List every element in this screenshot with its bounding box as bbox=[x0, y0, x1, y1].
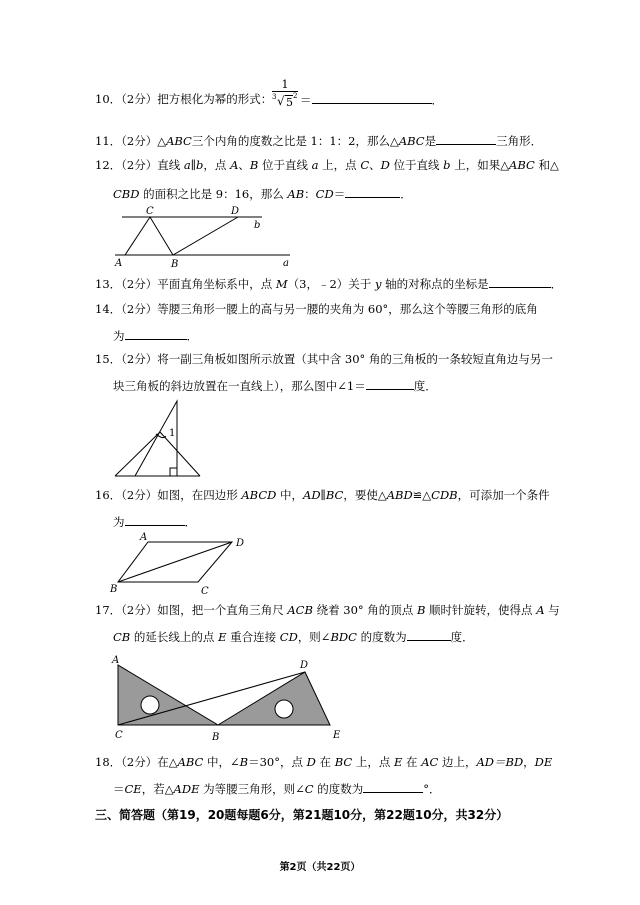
label-b: B bbox=[171, 259, 179, 270]
question-score: （2分） bbox=[121, 603, 158, 617]
question-number: 18． bbox=[95, 755, 122, 769]
label-d: D bbox=[231, 206, 240, 217]
period: ． bbox=[550, 277, 563, 291]
question-number: 10． bbox=[95, 92, 122, 106]
question-score: （2分） bbox=[121, 352, 158, 366]
text: 块三角板的斜边放置在一直线上），那么图中∠1＝ bbox=[113, 379, 366, 393]
text: 平面直角坐标系中，点 bbox=[157, 277, 276, 291]
math-var: ABC bbox=[177, 755, 204, 769]
question-score: （2分） bbox=[121, 92, 158, 106]
math-var: D bbox=[306, 755, 316, 769]
label-a: A bbox=[140, 532, 148, 543]
label-a-line: a bbox=[283, 258, 289, 269]
math-var: ABCD bbox=[241, 488, 277, 502]
radicand: 5 bbox=[286, 96, 293, 109]
text: 和△ bbox=[534, 158, 559, 172]
text: 为等腰三角形，则∠ bbox=[199, 782, 305, 796]
text: ，要使△ bbox=[343, 488, 387, 502]
text: 在 bbox=[315, 755, 335, 769]
question-18-line-2 bbox=[113, 781, 440, 796]
text: （3，﹣2）关于 bbox=[287, 277, 375, 291]
period: ． bbox=[400, 187, 412, 201]
math-var: CD bbox=[315, 187, 334, 201]
math-var: AD∥BC bbox=[303, 488, 344, 502]
text: 重合连接 bbox=[226, 630, 280, 644]
math-var: E bbox=[218, 630, 227, 644]
question-score: （2分） bbox=[121, 134, 158, 148]
math-var: CB bbox=[113, 630, 131, 644]
label-a: A bbox=[115, 258, 123, 269]
math-var: AB bbox=[287, 187, 305, 201]
text: ＝ bbox=[333, 187, 346, 201]
question-score: （2分） bbox=[121, 277, 158, 291]
math-var: y bbox=[374, 277, 382, 291]
question-number: 17． bbox=[95, 603, 122, 617]
text: ， bbox=[523, 755, 535, 769]
math-var: AD＝BD bbox=[476, 755, 524, 769]
math-var: ABD bbox=[386, 488, 413, 502]
text: 、 bbox=[369, 158, 381, 172]
math-var: A bbox=[536, 603, 545, 617]
text: 在 bbox=[402, 755, 422, 769]
equals-sign: ＝ bbox=[300, 93, 312, 107]
text: ≌△ bbox=[412, 488, 432, 502]
text: 边上， bbox=[438, 755, 477, 769]
answer-blank[interactable] bbox=[363, 781, 423, 793]
text: ，则∠ bbox=[297, 630, 331, 644]
text: 为 bbox=[113, 515, 125, 529]
math-var: M bbox=[275, 277, 288, 291]
math-var: ADE bbox=[173, 782, 200, 796]
text: 三角形． bbox=[496, 134, 543, 148]
question-number: 15． bbox=[95, 352, 122, 366]
math-var: C bbox=[304, 782, 314, 796]
label-d: D bbox=[300, 660, 309, 671]
math-var: ACB bbox=[287, 603, 313, 617]
period: ． bbox=[431, 93, 443, 107]
text: 中，∠ bbox=[203, 755, 240, 769]
text: 轴的对称点的坐标是 bbox=[381, 277, 489, 291]
math-var: DE bbox=[534, 755, 553, 769]
text: ，可添加一个条件 bbox=[457, 488, 550, 502]
math-var: AC bbox=[421, 755, 439, 769]
text: 与 bbox=[544, 603, 560, 617]
label-c: C bbox=[201, 586, 209, 597]
angle-1-label: 1 bbox=[169, 428, 176, 439]
page-footer: 第2页（共22页） bbox=[279, 862, 361, 873]
label-a: A bbox=[112, 655, 120, 666]
label-b-line: b bbox=[254, 220, 261, 231]
math-var: CDB bbox=[431, 488, 458, 502]
text: 三个内角的度数之比是 1：1：2，那么△ bbox=[191, 134, 399, 148]
math-var: D bbox=[380, 158, 390, 172]
label-b: B bbox=[212, 732, 220, 743]
question-number: 16． bbox=[95, 488, 122, 502]
math-var: B bbox=[249, 158, 259, 172]
text: 为 bbox=[113, 329, 125, 343]
triangle-bde bbox=[218, 672, 330, 725]
question-text: 把方根化为幂的形式： bbox=[157, 92, 273, 106]
question-score: （2分） bbox=[121, 158, 158, 172]
fraction-numerator: 1 bbox=[272, 78, 298, 92]
text: 的度数为 bbox=[356, 630, 407, 644]
question-score: （2分） bbox=[121, 488, 158, 502]
question-score: （2分） bbox=[121, 302, 158, 316]
period: ． bbox=[184, 515, 196, 529]
text: ＝ bbox=[113, 782, 125, 796]
question-number: 14． bbox=[95, 302, 122, 316]
triangle-acb bbox=[118, 665, 218, 725]
math-var: ABC bbox=[166, 134, 192, 148]
text: 的延长线上的点 bbox=[130, 630, 219, 644]
text: ，若△ bbox=[141, 782, 174, 796]
period: ． bbox=[186, 329, 198, 343]
text: 是 bbox=[424, 134, 437, 148]
math-var: ABC bbox=[398, 134, 425, 148]
text: △ bbox=[157, 134, 167, 148]
text: 在△ bbox=[157, 755, 178, 769]
text: 的度数为 bbox=[313, 782, 364, 796]
math-var: CD bbox=[279, 630, 298, 644]
math-var: B bbox=[239, 755, 249, 769]
text: 位于直线 bbox=[258, 158, 312, 172]
math-var: C bbox=[360, 158, 370, 172]
section-heading: 三、简答题（第19，20题每题6分，第21题10分，第22题10分，共32分） bbox=[95, 808, 509, 822]
text: 如图，把一个直角三角尺 bbox=[157, 603, 288, 617]
question-number: 13． bbox=[95, 277, 122, 291]
text: 、 bbox=[238, 158, 250, 172]
root-index: 3 bbox=[272, 93, 277, 101]
math-var: ABC bbox=[509, 158, 535, 172]
text: 的面积之比是 9：16，那么 bbox=[139, 187, 288, 201]
math-var: E bbox=[393, 755, 403, 769]
math-var: A bbox=[230, 158, 239, 172]
text: 度． bbox=[450, 630, 474, 644]
label-c: C bbox=[146, 206, 154, 217]
text: 度． bbox=[413, 379, 437, 393]
text: 顺时针旋转，使得点 bbox=[425, 603, 537, 617]
math-var: CBD bbox=[113, 187, 140, 201]
question-number: 12． bbox=[95, 158, 122, 172]
text: ： bbox=[304, 187, 316, 201]
text: 上，点 bbox=[352, 755, 394, 769]
label-d: D bbox=[236, 538, 245, 549]
text: 位于直线 bbox=[389, 158, 444, 172]
label-b: B bbox=[110, 584, 118, 595]
math-var: BDC bbox=[330, 630, 357, 644]
text: 直线 bbox=[157, 158, 184, 172]
math-var: b bbox=[443, 158, 451, 172]
question-18-line-1 bbox=[95, 755, 552, 769]
text: 如图，在四边形 bbox=[157, 488, 242, 502]
text: °． bbox=[423, 782, 441, 796]
exponent: 2 bbox=[293, 92, 298, 100]
text: ，点 bbox=[203, 158, 231, 172]
math-var: a bbox=[311, 158, 319, 172]
question-number: 11． bbox=[95, 134, 122, 148]
radical-sign-icon: √ bbox=[277, 94, 285, 108]
hole-circle-right bbox=[275, 700, 293, 718]
text: ＝30°，点 bbox=[248, 755, 307, 769]
text: 等腰三角形一腰上的高与另一腰的夹角为 60°，那么这个等腰三角形的底角 bbox=[157, 302, 538, 316]
text: 上，点 bbox=[318, 158, 361, 172]
text: 上，如果△ bbox=[450, 158, 510, 172]
text: 中， bbox=[276, 488, 304, 502]
math-var: B bbox=[416, 603, 426, 617]
question-score: （2分） bbox=[121, 755, 158, 769]
label-c: C bbox=[115, 730, 123, 741]
math-var: a∥b bbox=[183, 158, 204, 172]
label-e: E bbox=[333, 730, 341, 741]
math-var: BC bbox=[334, 755, 353, 769]
text: 绕着 30° 角的顶点 bbox=[312, 603, 417, 617]
text: 将一副三角板如图所示放置（其中含 30° 角的三角板的一条较短直角边与另一 bbox=[157, 352, 553, 366]
math-var: CE bbox=[124, 782, 142, 796]
hole-circle-left bbox=[141, 696, 159, 714]
